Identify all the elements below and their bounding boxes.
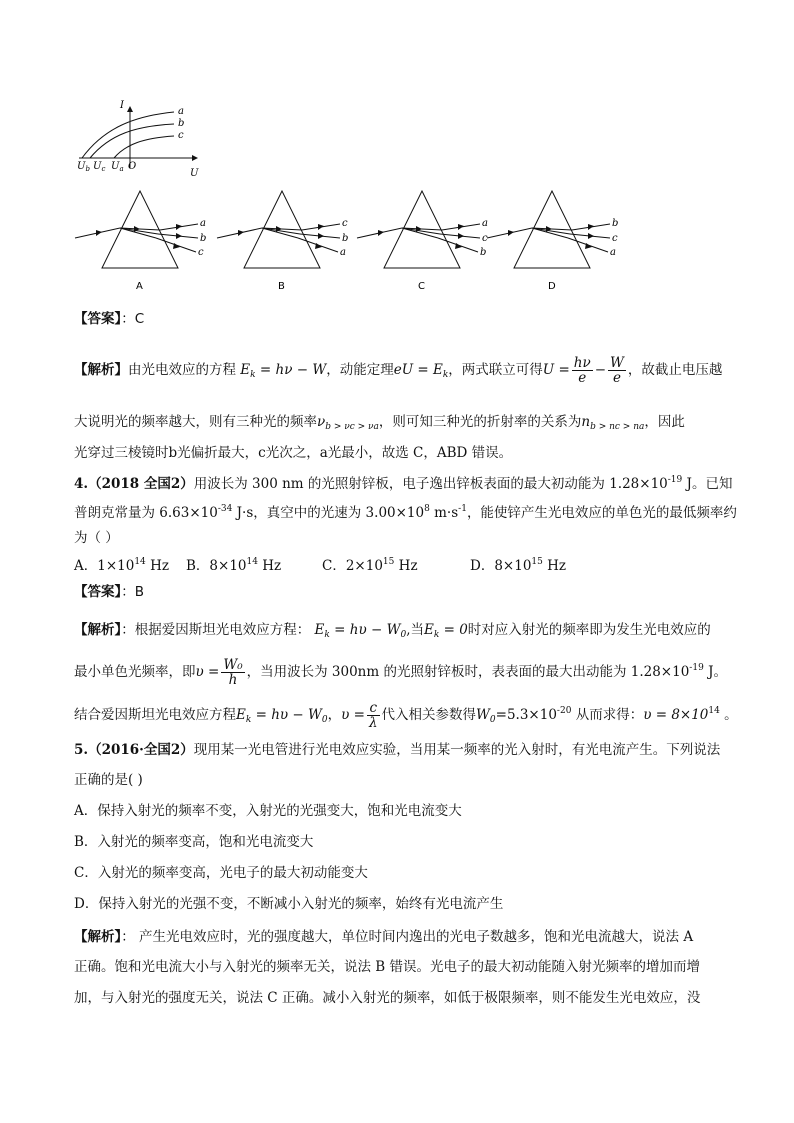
ray-label: b — [200, 233, 207, 244]
q4-option-c: C．$2\times 10^{15}$ Hz — [322, 557, 418, 574]
prism-label-a: A — [136, 281, 143, 292]
ray-label: b — [612, 218, 619, 229]
fraction: $\frac{c}{\lambda}$ — [368, 700, 378, 731]
q4-analysis-line-1: 【解析】：根据爱因斯坦光电效应方程： $E_k = h\upsilon - W_0$,当$E_k = 0$时对应入射光的频率即为发生光电效应的 — [74, 622, 711, 640]
q5-analysis-line-1: 【解析】： 产生光电效应时，光的强度越大，单位时间内逸出的光电子数越多，饱和光电流越大，说法 A — [74, 929, 694, 945]
q5-stem-line-1: 5.（2016·全国2）现用某一光电管进行光电效应实验，当用某一频率的光入射时，有光电流产生。下列说法 — [74, 742, 721, 758]
q5-option-b: B．入射光的频率变高，饱和光电流变大 — [74, 834, 314, 850]
answer-value: ：B — [121, 584, 145, 600]
q4-option-a: A．$1\times 10^{14}$ Hz — [74, 557, 169, 574]
ray-label: c — [482, 233, 488, 244]
uc-label: $U_c$ — [93, 161, 106, 173]
question-source: （2018 全国2） — [88, 476, 194, 492]
question-number: 5. — [74, 742, 89, 758]
q5-option-d: D．保持入射光的光强不变，不断减小入射光的频率，始终有光电流产生 — [74, 896, 504, 912]
q4-stem-line-1: 4.（2018 全国2）用波长为 300 nm 的光照射锌板，电子逸出锌板表面的最大初动能为 $1.28\times 10^{-19}$ J。已知 — [74, 475, 733, 492]
prism-figure-b — [214, 186, 364, 296]
u-axis-arrow — [192, 155, 198, 161]
curve-c — [114, 136, 174, 158]
equation: eU = $E_k$ — [393, 362, 449, 380]
ray-label: c — [198, 247, 204, 258]
q4-option-d: D．$8\times 10^{15}$ Hz — [470, 557, 567, 574]
ray-label: c — [612, 233, 618, 244]
fraction: $\frac{h\nu}{e}$ — [573, 355, 591, 386]
q5-analysis-line-3: 加，与入射光的强度无关，说法 C 正确。减小入射光的频率，如低于极限频率，则不能发生光电效应，没 — [74, 990, 701, 1006]
photocurrent-graph — [74, 98, 214, 178]
prism-label-b: B — [278, 281, 285, 292]
ray-label: a — [482, 218, 488, 229]
ub-label: $U_b$ — [77, 161, 90, 173]
ray-label: a — [610, 247, 616, 258]
i-axis-arrow — [127, 106, 133, 112]
prism-label-d: D — [548, 281, 556, 292]
q3-analysis-line-2: 大说明光的频率越大，则有三种光的频率$\nu_{b > \nu c > \nu a}$，则可知三种光的折射率的关系为$n_{b > nc > na}$，因此 — [74, 414, 685, 432]
ray-label: c — [342, 218, 348, 229]
curve-b — [90, 124, 174, 158]
prism-figure-a — [72, 186, 222, 296]
question-source: （2016·全国2） — [88, 742, 194, 758]
prism-figure-d — [484, 186, 634, 296]
q3-analysis-line-3: 光穿过三棱镜时b光偏折最大，c光次之，a光最小，故选 C，ABD 错误。 — [74, 445, 513, 461]
q4-answer — [74, 582, 144, 602]
answer-value: ：C — [121, 311, 145, 327]
q4-analysis-line-2: 最小单色光频率，即υ = $\frac{\text{W₀}}{h}$ ，当用波长为 300nm 的光照射锌板时，表表面的最大出动能为 $1.28\times 10^{-19}$ J。 — [74, 657, 727, 688]
equation: $E_k = h\nu - W$ — [240, 362, 327, 380]
question-number: 4. — [74, 476, 89, 492]
ray-label: a — [340, 247, 346, 258]
q4-analysis-line-3: 结合爱因斯坦光电效应方程$E_k = h\upsilon - W_0$，υ = $\frac{c}{\lambda}$ 代入相关参数得$W_0=5.3\times 10^{-20}$ 从而求得：$\upsilon = 8\times 10^{14}$ 。 — [74, 700, 738, 731]
q5-stem-line-2: 正确的是( ) — [74, 772, 143, 788]
u-axis-label: U — [190, 168, 199, 178]
answer-label: 【答案】 — [74, 311, 122, 327]
analysis-label: 【解析】 — [74, 929, 122, 945]
fraction: $\frac{\text{W₀}}{h}$ — [223, 657, 243, 688]
q4-option-b: B．$8\times 10^{14}$ Hz — [186, 557, 282, 574]
analysis-label: 【解析】 — [74, 622, 122, 638]
q3-answer — [74, 309, 144, 329]
answer-label: 【答案】 — [74, 584, 122, 600]
q4-stem-line-2: 普朗克常量为 $6.63\times 10^{-34}$ J·s，真空中的光速为 $3.00\times 10^8$ $m\cdot s^{-1}$，能使锌产生光电效应的单色光的最低频率约 — [74, 504, 737, 521]
ua-label: $U_a$ — [111, 161, 124, 173]
curve-c-label: c — [178, 130, 184, 141]
q4-stem-line-3: 为（ ） — [74, 530, 119, 546]
q5-option-c: C．入射光的频率变高，光电子的最大初动能变大 — [74, 865, 368, 881]
q3-analysis-line-1: 【解析】由光电效应的方程 $E_k = h\nu - W$，动能定理eU = $E_k$，两式联立可得U = $\frac{h\nu}{e}$ − $\frac{W}{e}$ ，故截止电压越 — [74, 355, 723, 386]
curve-b-label: b — [178, 118, 185, 129]
ray-label: b — [342, 233, 349, 244]
origin-label: O — [128, 161, 137, 172]
prism-label-c: C — [418, 281, 425, 292]
ray-label: a — [200, 218, 206, 229]
ray-label: b — [480, 247, 487, 258]
curve-a-label: a — [178, 106, 184, 117]
analysis-label: 【解析】 — [74, 362, 128, 378]
prism-figure-c — [354, 186, 504, 296]
fraction: $\frac{W}{e}$ — [610, 355, 624, 386]
q5-analysis-line-2: 正确。饱和光电流大小与入射光的频率无关，说法 B 错误。光电子的最大初动能随入射光频率的增加而增 — [74, 959, 701, 975]
q5-option-a: A．保持入射光的频率不变，入射光的光强变大，饱和光电流变大 — [74, 803, 462, 819]
i-axis-label: I — [120, 100, 124, 111]
